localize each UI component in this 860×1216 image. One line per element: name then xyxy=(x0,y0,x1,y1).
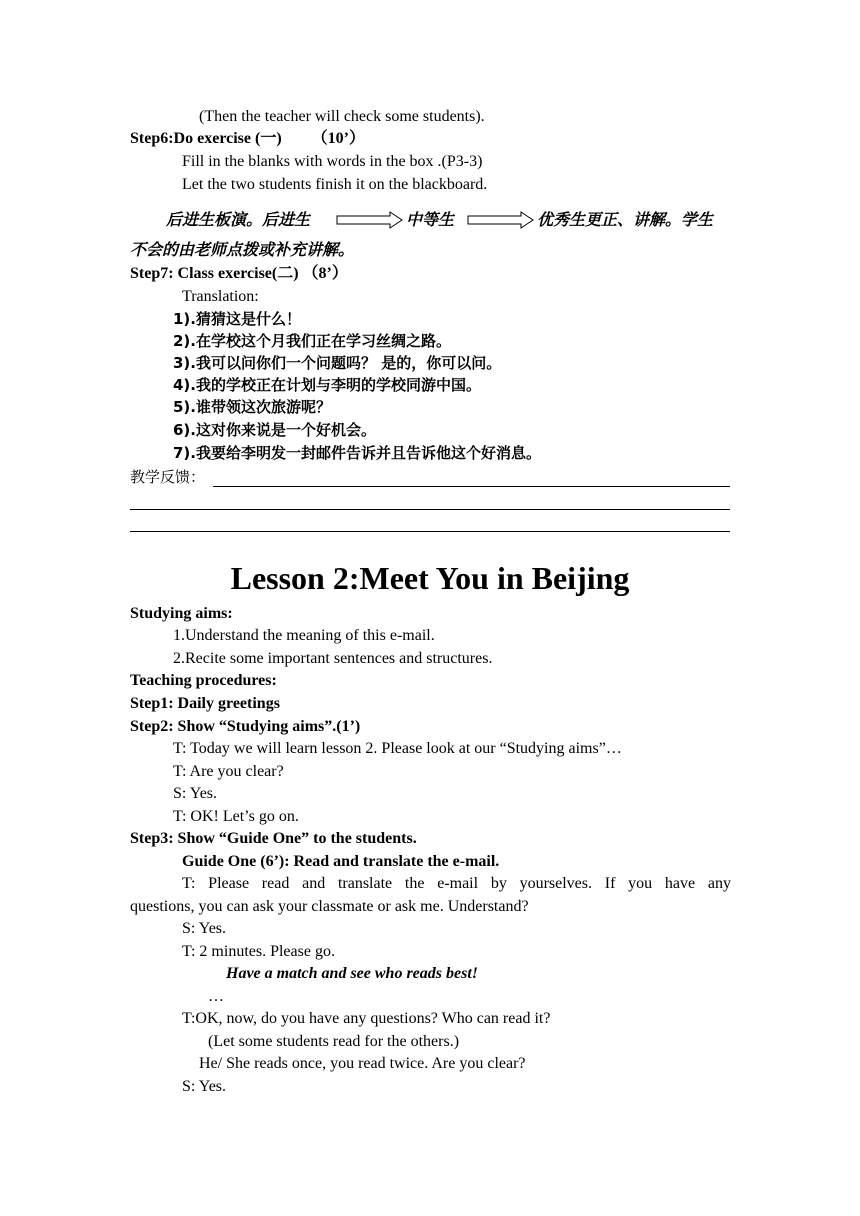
guide-one-heading: Guide One (6’): Read and translate the e-mail. xyxy=(182,853,500,870)
dialogue-line: T: 2 minutes. Please go. xyxy=(182,943,335,960)
feedback-label: 教学反馈： xyxy=(130,468,206,486)
step6-line2: Let the two students finish it on the blackboard. xyxy=(182,176,488,193)
dialogue-line: T: OK! Let’s go on. xyxy=(173,808,299,825)
dialogue-line: T:OK, now, do you have any questions? Who can read it? xyxy=(182,1010,551,1027)
translation-item: 3).我可以问你们一个问题吗？ 是的，你可以问。 xyxy=(173,354,502,372)
step6-title: Step6:Do exercise (一) xyxy=(130,130,282,147)
dialogue-line: questions, you can ask your classmate or ask me. Understand? xyxy=(130,898,529,915)
dialogue-line: He/ She reads once, you read twice. Are you clear? xyxy=(199,1055,526,1072)
match-note: Have a match and see who reads best! xyxy=(226,965,478,982)
feedback-line xyxy=(130,509,730,510)
cn-part2: 中等生 xyxy=(406,210,455,229)
step6-time: （10’） xyxy=(311,130,366,147)
translation-item: 5).谁带领这次旅游呢？ xyxy=(173,398,331,416)
step6-line1: Fill in the blanks with words in the box .(P3-3) xyxy=(182,153,483,170)
dialogue-line: (Let some students read for the others.) xyxy=(208,1033,460,1050)
step7-heading: Step7: Class exercise(二) （8’） xyxy=(130,265,348,282)
aim-item: 2.Recite some important sentences and structures. xyxy=(173,650,493,667)
check-line: (Then the teacher will check some students). xyxy=(199,108,485,125)
dialogue-line: T: Please read and translate the e-mail by yourselves. If you have any xyxy=(182,875,731,892)
translation-item: 4).我的学校正在计划与李明的学校同游中国。 xyxy=(173,376,481,394)
cn-part3: 优秀生更正、讲解。学生 xyxy=(537,210,714,229)
right-arrow-icon xyxy=(467,210,535,230)
step2-heading: Step2: Show “Studying aims”.(1’) xyxy=(130,718,361,735)
aim-item: 1.Understand the meaning of this e-mail. xyxy=(173,627,435,644)
dialogue-line: S: Yes. xyxy=(182,1078,227,1095)
step3-heading: Step3: Show “Guide One” to the students. xyxy=(130,830,417,847)
translation-item: 6).这对你来说是一个好机会。 xyxy=(173,421,376,439)
cn-line2: 不会的由老师点拨或补充讲解。 xyxy=(130,240,355,259)
step1-heading: Step1: Daily greetings xyxy=(130,695,280,712)
dialogue-line: S: Yes. xyxy=(173,785,218,802)
dialogue-line: T: Today we will learn lesson 2. Please look at our “Studying aims”… xyxy=(173,740,622,757)
translation-label: Translation: xyxy=(182,288,259,305)
dialogue-line: T: Are you clear? xyxy=(173,763,284,780)
procedures-heading: Teaching procedures: xyxy=(130,672,277,689)
aims-heading: Studying aims: xyxy=(130,605,233,622)
feedback-line xyxy=(213,486,730,487)
cn-part1: 后进生板演。后进生 xyxy=(166,210,311,229)
translation-item: 2).在学校这个月我们正在学习丝绸之路。 xyxy=(173,332,451,350)
right-arrow-icon xyxy=(336,210,404,230)
dialogue-line: S: Yes. xyxy=(182,920,227,937)
ellipsis: … xyxy=(208,988,224,1005)
feedback-line xyxy=(130,531,730,532)
translation-item: 7).我要给李明发一封邮件告诉并且告诉他这个好消息。 xyxy=(173,444,541,462)
translation-item: 1).猜猜这是什么！ xyxy=(173,310,301,328)
step6-heading xyxy=(130,129,365,149)
lesson-title: Lesson 2:Meet You in Beijing xyxy=(230,560,630,596)
